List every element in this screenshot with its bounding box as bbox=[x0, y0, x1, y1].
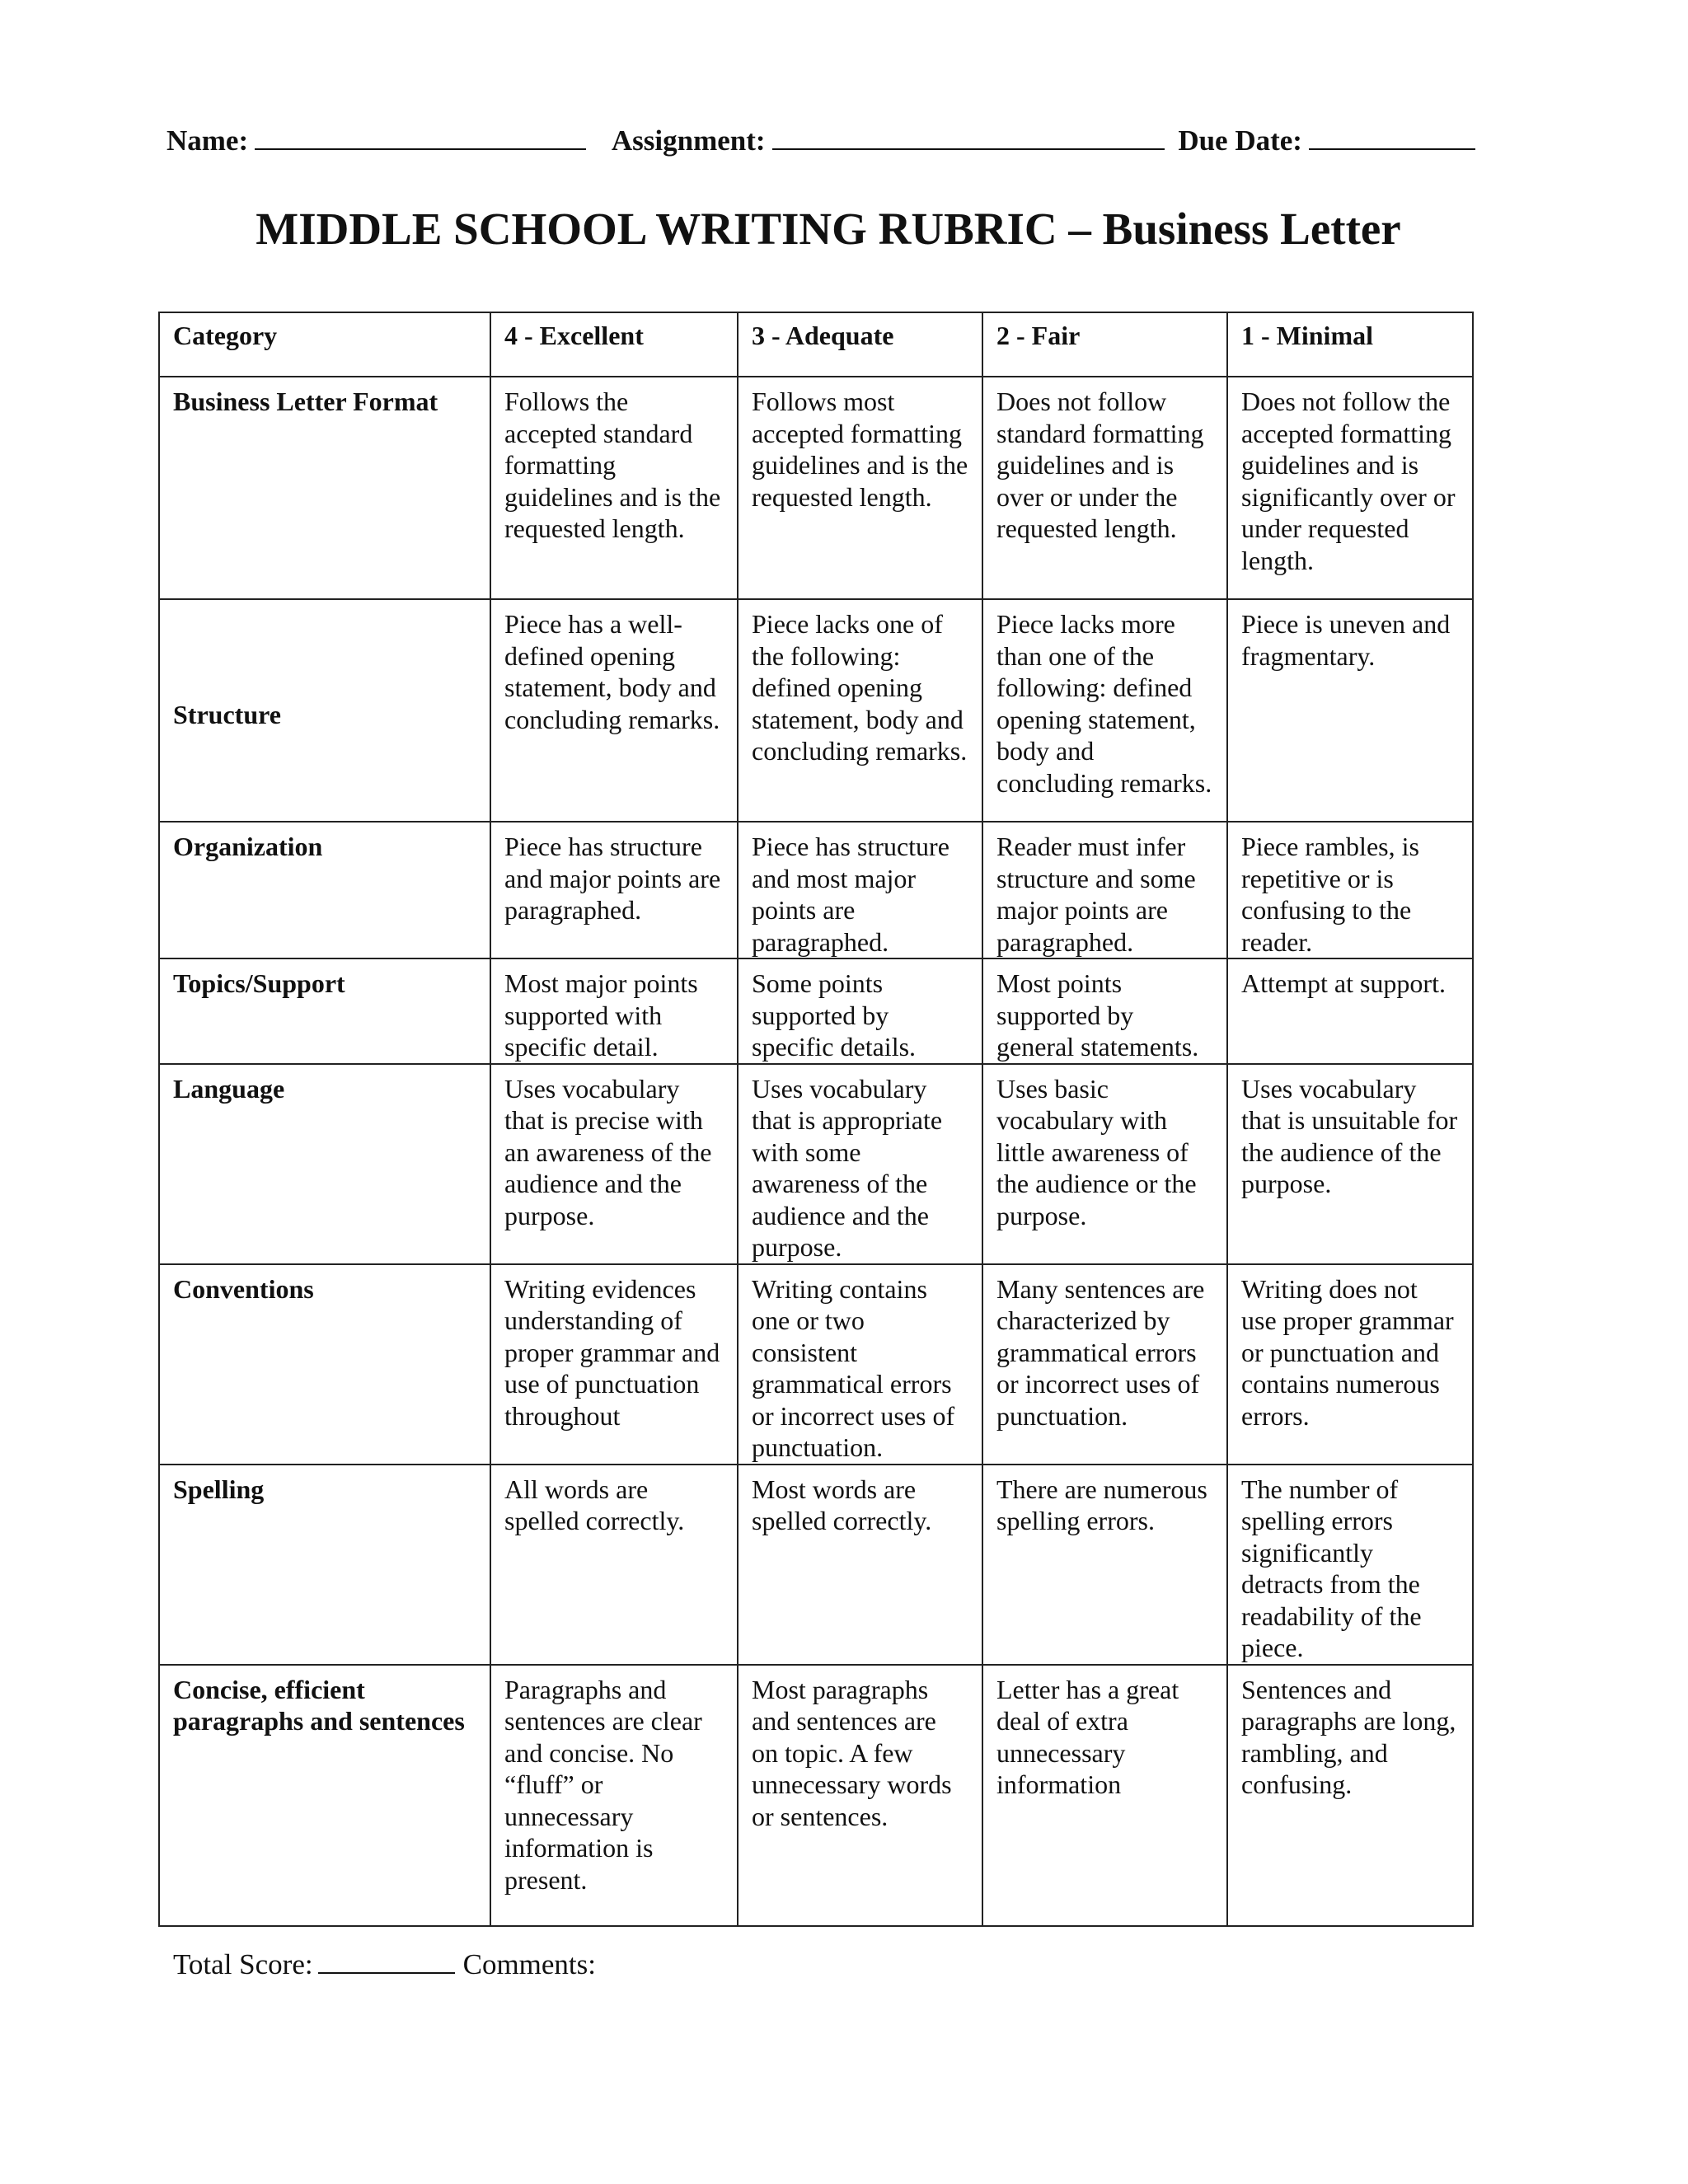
category-cell: Concise, efficient paragraphs and sentences bbox=[159, 1665, 490, 1926]
assignment-label: Assignment: bbox=[611, 124, 766, 157]
table-header-row bbox=[159, 312, 1473, 377]
total-score-label: Total Score: bbox=[173, 1948, 313, 1980]
comments-label: Comments: bbox=[462, 1948, 596, 1980]
criteria-cell: All words are spelled correctly. bbox=[490, 1465, 738, 1665]
category-cell: Topics/Support bbox=[159, 958, 490, 1064]
criteria-cell: Writing does not use proper grammar or punctuation and contains numerous errors. bbox=[1227, 1264, 1473, 1465]
name-blank bbox=[255, 122, 586, 150]
student-info-line bbox=[166, 122, 1518, 157]
criteria-cell: Uses vocabulary that is precise with an awareness of the audience and the purpose. bbox=[490, 1064, 738, 1264]
criteria-cell: Piece has structure and major points are paragraphed. bbox=[490, 822, 738, 958]
criteria-cell: Many sentences are characterized by grammatical errors or incorrect uses of punctuation. bbox=[982, 1264, 1227, 1465]
criteria-cell: Most paragraphs and sentences are on topic. A few unnecessary words or sentences. bbox=[738, 1665, 982, 1926]
column-header: 3 - Adequate bbox=[738, 312, 982, 377]
column-header: 2 - Fair bbox=[982, 312, 1227, 377]
criteria-cell: Sentences and paragraphs are long, rambling, and confusing. bbox=[1227, 1665, 1473, 1926]
category-cell: Language bbox=[159, 1064, 490, 1264]
criteria-cell: Uses vocabulary that is appropriate with some awareness of the audience and the purpose. bbox=[738, 1064, 982, 1264]
criteria-cell: Most major points supported with specific detail. bbox=[490, 958, 738, 1064]
category-cell: Business Letter Format bbox=[159, 377, 490, 599]
table-row bbox=[159, 1465, 1473, 1665]
column-header: Category bbox=[159, 312, 490, 377]
name-label: Name: bbox=[166, 124, 249, 157]
table-row bbox=[159, 1264, 1473, 1465]
criteria-cell: Writing contains one or two consistent grammatical errors or incorrect uses of punctuation. bbox=[738, 1264, 982, 1465]
criteria-cell: Follows the accepted standard formatting guidelines and is the requested length. bbox=[490, 377, 738, 599]
criteria-cell: Follows most accepted formatting guidelines and is the requested length. bbox=[738, 377, 982, 599]
criteria-cell: Piece has structure and most major points are paragraphed. bbox=[738, 822, 982, 958]
column-header: 1 - Minimal bbox=[1227, 312, 1473, 377]
table-row bbox=[159, 958, 1473, 1064]
criteria-cell: Letter has a great deal of extra unnecessary information bbox=[982, 1665, 1227, 1926]
category-cell: Conventions bbox=[159, 1264, 490, 1465]
rubric-table bbox=[158, 312, 1474, 1927]
criteria-cell: The number of spelling errors significantly detracts from the readability of the piece. bbox=[1227, 1465, 1473, 1665]
criteria-cell: Uses basic vocabulary with little awareness of the audience or the purpose. bbox=[982, 1064, 1227, 1264]
criteria-cell: Attempt at support. bbox=[1227, 958, 1473, 1064]
criteria-cell: There are numerous spelling errors. bbox=[982, 1465, 1227, 1665]
due-date-label: Due Date: bbox=[1178, 124, 1302, 157]
table-row bbox=[159, 822, 1473, 958]
table-row bbox=[159, 1064, 1473, 1264]
criteria-cell: Does not follow the accepted formatting guidelines and is significantly over or under requested length. bbox=[1227, 377, 1473, 599]
criteria-cell: Piece rambles, is repetitive or is confusing to the reader. bbox=[1227, 822, 1473, 958]
criteria-cell: Paragraphs and sentences are clear and concise. No “fluff” or unnecessary information is present. bbox=[490, 1665, 738, 1926]
score-footer bbox=[173, 1947, 596, 1981]
criteria-cell: Does not follow standard formatting guidelines and is over or under the requested length. bbox=[982, 377, 1227, 599]
page-title: MIDDLE SCHOOL WRITING RUBRIC – Business Letter bbox=[256, 204, 1401, 254]
due-date-blank bbox=[1309, 122, 1475, 150]
column-header: 4 - Excellent bbox=[490, 312, 738, 377]
total-score-blank bbox=[318, 1947, 455, 1974]
category-cell: Structure bbox=[159, 599, 490, 822]
criteria-cell: Piece lacks more than one of the following: defined opening statement, body and concluding remarks. bbox=[982, 599, 1227, 822]
criteria-cell: Writing evidences understanding of proper grammar and use of punctuation throughout bbox=[490, 1264, 738, 1465]
assignment-blank bbox=[772, 122, 1165, 150]
criteria-cell: Some points supported by specific details. bbox=[738, 958, 982, 1064]
table-row bbox=[159, 1665, 1473, 1926]
criteria-cell: Piece has a well-defined opening statement, body and concluding remarks. bbox=[490, 599, 738, 822]
criteria-cell: Piece is uneven and fragmentary. bbox=[1227, 599, 1473, 822]
criteria-cell: Uses vocabulary that is unsuitable for the audience of the purpose. bbox=[1227, 1064, 1473, 1264]
criteria-cell: Piece lacks one of the following: defined opening statement, body and concluding remarks. bbox=[738, 599, 982, 822]
criteria-cell: Reader must infer structure and some major points are paragraphed. bbox=[982, 822, 1227, 958]
criteria-cell: Most words are spelled correctly. bbox=[738, 1465, 982, 1665]
table-row bbox=[159, 377, 1473, 599]
category-cell: Organization bbox=[159, 822, 490, 958]
criteria-cell: Most points supported by general statements. bbox=[982, 958, 1227, 1064]
table-row bbox=[159, 599, 1473, 822]
category-cell: Spelling bbox=[159, 1465, 490, 1665]
